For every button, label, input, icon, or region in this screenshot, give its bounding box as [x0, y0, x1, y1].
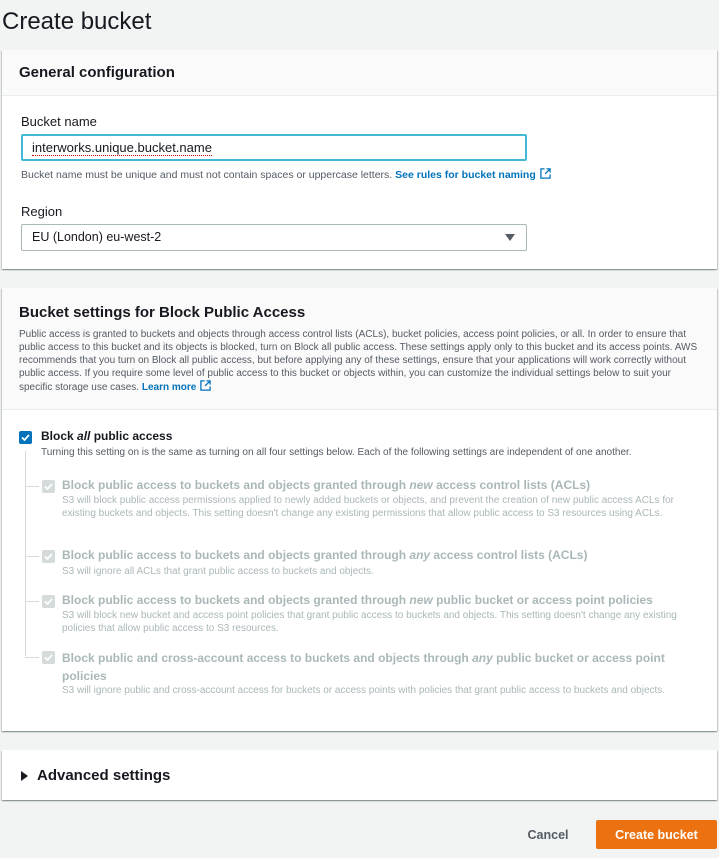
region-label: Region	[21, 204, 63, 219]
option-any-policies-title	[62, 649, 682, 685]
external-link-icon	[540, 168, 551, 179]
option-any-acls-checkbox	[42, 550, 55, 563]
caret-down-icon	[505, 234, 515, 241]
option-title-post: public bucket or access point policies	[62, 651, 665, 683]
advanced-settings-label: Advanced settings	[37, 767, 171, 784]
caret-right-icon	[21, 771, 28, 781]
block-public-access-description	[19, 328, 700, 394]
page-title: Create bucket	[2, 8, 152, 35]
option-any-acls-title	[62, 548, 587, 562]
option-new-acls-description: S3 will block public access permissions applied to newly added buckets or objects, and prevent the creation of new public access ACLs for existing buckets and objects. This setting doesn't change any existing permissions that allow public access to S3 resources using ACLs.	[62, 495, 674, 519]
general-configuration-heading: General configuration	[19, 64, 175, 81]
option-title-em: new	[409, 478, 433, 492]
learn-more-link[interactable]	[142, 382, 211, 393]
general-configuration-header	[2, 50, 717, 96]
tree-line-branch	[25, 486, 39, 487]
option-any-policies-checkbox	[42, 651, 55, 664]
bucket-naming-rules-link[interactable]	[395, 169, 551, 181]
option-any-acls-description: S3 will ignore all ACLs that grant public access to buckets and objects.	[62, 566, 374, 577]
advanced-settings-panel[interactable]	[2, 750, 717, 800]
option-new-acls-title	[62, 478, 590, 492]
option-title-em: any	[409, 548, 431, 562]
bucket-name-label: Bucket name	[21, 114, 97, 129]
region-select[interactable]	[21, 224, 527, 251]
general-configuration-panel	[2, 50, 717, 269]
learn-more-text: Learn more	[141, 382, 197, 393]
block-all-label-pre: Block	[41, 429, 78, 443]
checkmark-icon	[43, 596, 54, 607]
bucket-name-value: interworks.unique.bucket.name	[32, 140, 212, 155]
option-new-acls-checkbox	[42, 480, 55, 493]
checkmark-icon	[43, 652, 54, 663]
option-title-post: public bucket or access point policies	[432, 593, 653, 607]
block-all-description: Turning this setting on is the same as turning on all four settings below. Each of the following settings are independent of one another.	[41, 447, 632, 458]
option-title-pre: Block public access to buckets and objects granted through	[62, 478, 410, 492]
block-all-checkbox[interactable]	[19, 431, 32, 444]
block-all-label-post: public access	[90, 429, 173, 443]
create-bucket-button[interactable]: Create bucket	[596, 820, 717, 849]
option-title-pre: Block public and cross-account access to buckets and objects through	[62, 651, 473, 665]
option-new-policies-description: S3 will block new bucket and access point policies that grant public access to buckets and objects. This setting doesn't change any existing policies that allow public access to S3 resources.	[62, 610, 677, 634]
block-public-access-panel	[2, 288, 717, 731]
bucket-name-hint	[21, 168, 701, 182]
block-public-access-header	[2, 288, 717, 410]
cancel-button[interactable]: Cancel	[517, 822, 579, 848]
option-title-pre: Block public access to buckets and objects granted through	[62, 548, 410, 562]
tree-line-vertical	[25, 451, 26, 656]
option-title-em: any	[472, 651, 493, 665]
option-title-post: access control lists (ACLs)	[430, 548, 588, 562]
external-link-icon	[200, 380, 211, 391]
bucket-naming-rules-text: See rules for bucket naming	[395, 169, 536, 181]
block-all-label-em: all	[77, 429, 91, 443]
option-any-policies-description: S3 will ignore public and cross-account access for buckets or access points with policies that grant public access to buckets and objects.	[62, 685, 666, 696]
tree-line-branch	[25, 556, 39, 557]
region-value: EU (London) eu-west-2	[32, 230, 162, 244]
tree-line-branch	[25, 601, 39, 602]
option-title-post: access control lists (ACLs)	[432, 478, 591, 492]
option-title-em: new	[409, 593, 433, 607]
block-all-label	[41, 429, 172, 443]
option-new-policies-checkbox	[42, 595, 55, 608]
checkmark-icon	[20, 432, 31, 443]
tree-line-branch	[25, 657, 39, 658]
block-public-access-description-text: Public access is granted to buckets and objects through access control lists (ACLs), bucket policies, access point policies, or all. In order to ensure that public access to this bucket and its objects is blocked, turn on Block all public access. These settings apply only to this bucket and its access points. AWS recommends that you turn on Block all public access, but before applying any of these settings, ensure that your applications will work correctly without public access. If you require some level of public access to this bucket or objects within, you can customize the individual settings below to suit your specific storage use cases.	[19, 329, 698, 393]
bucket-name-hint-text: Bucket name must be unique and must not contain spaces or uppercase letters.	[21, 169, 393, 181]
option-new-policies-title	[62, 593, 653, 607]
bucket-name-input[interactable]	[21, 134, 527, 161]
option-title-pre: Block public access to buckets and objects granted through	[62, 593, 410, 607]
checkmark-icon	[43, 551, 54, 562]
checkmark-icon	[43, 481, 54, 492]
block-public-access-heading: Bucket settings for Block Public Access	[19, 304, 306, 321]
